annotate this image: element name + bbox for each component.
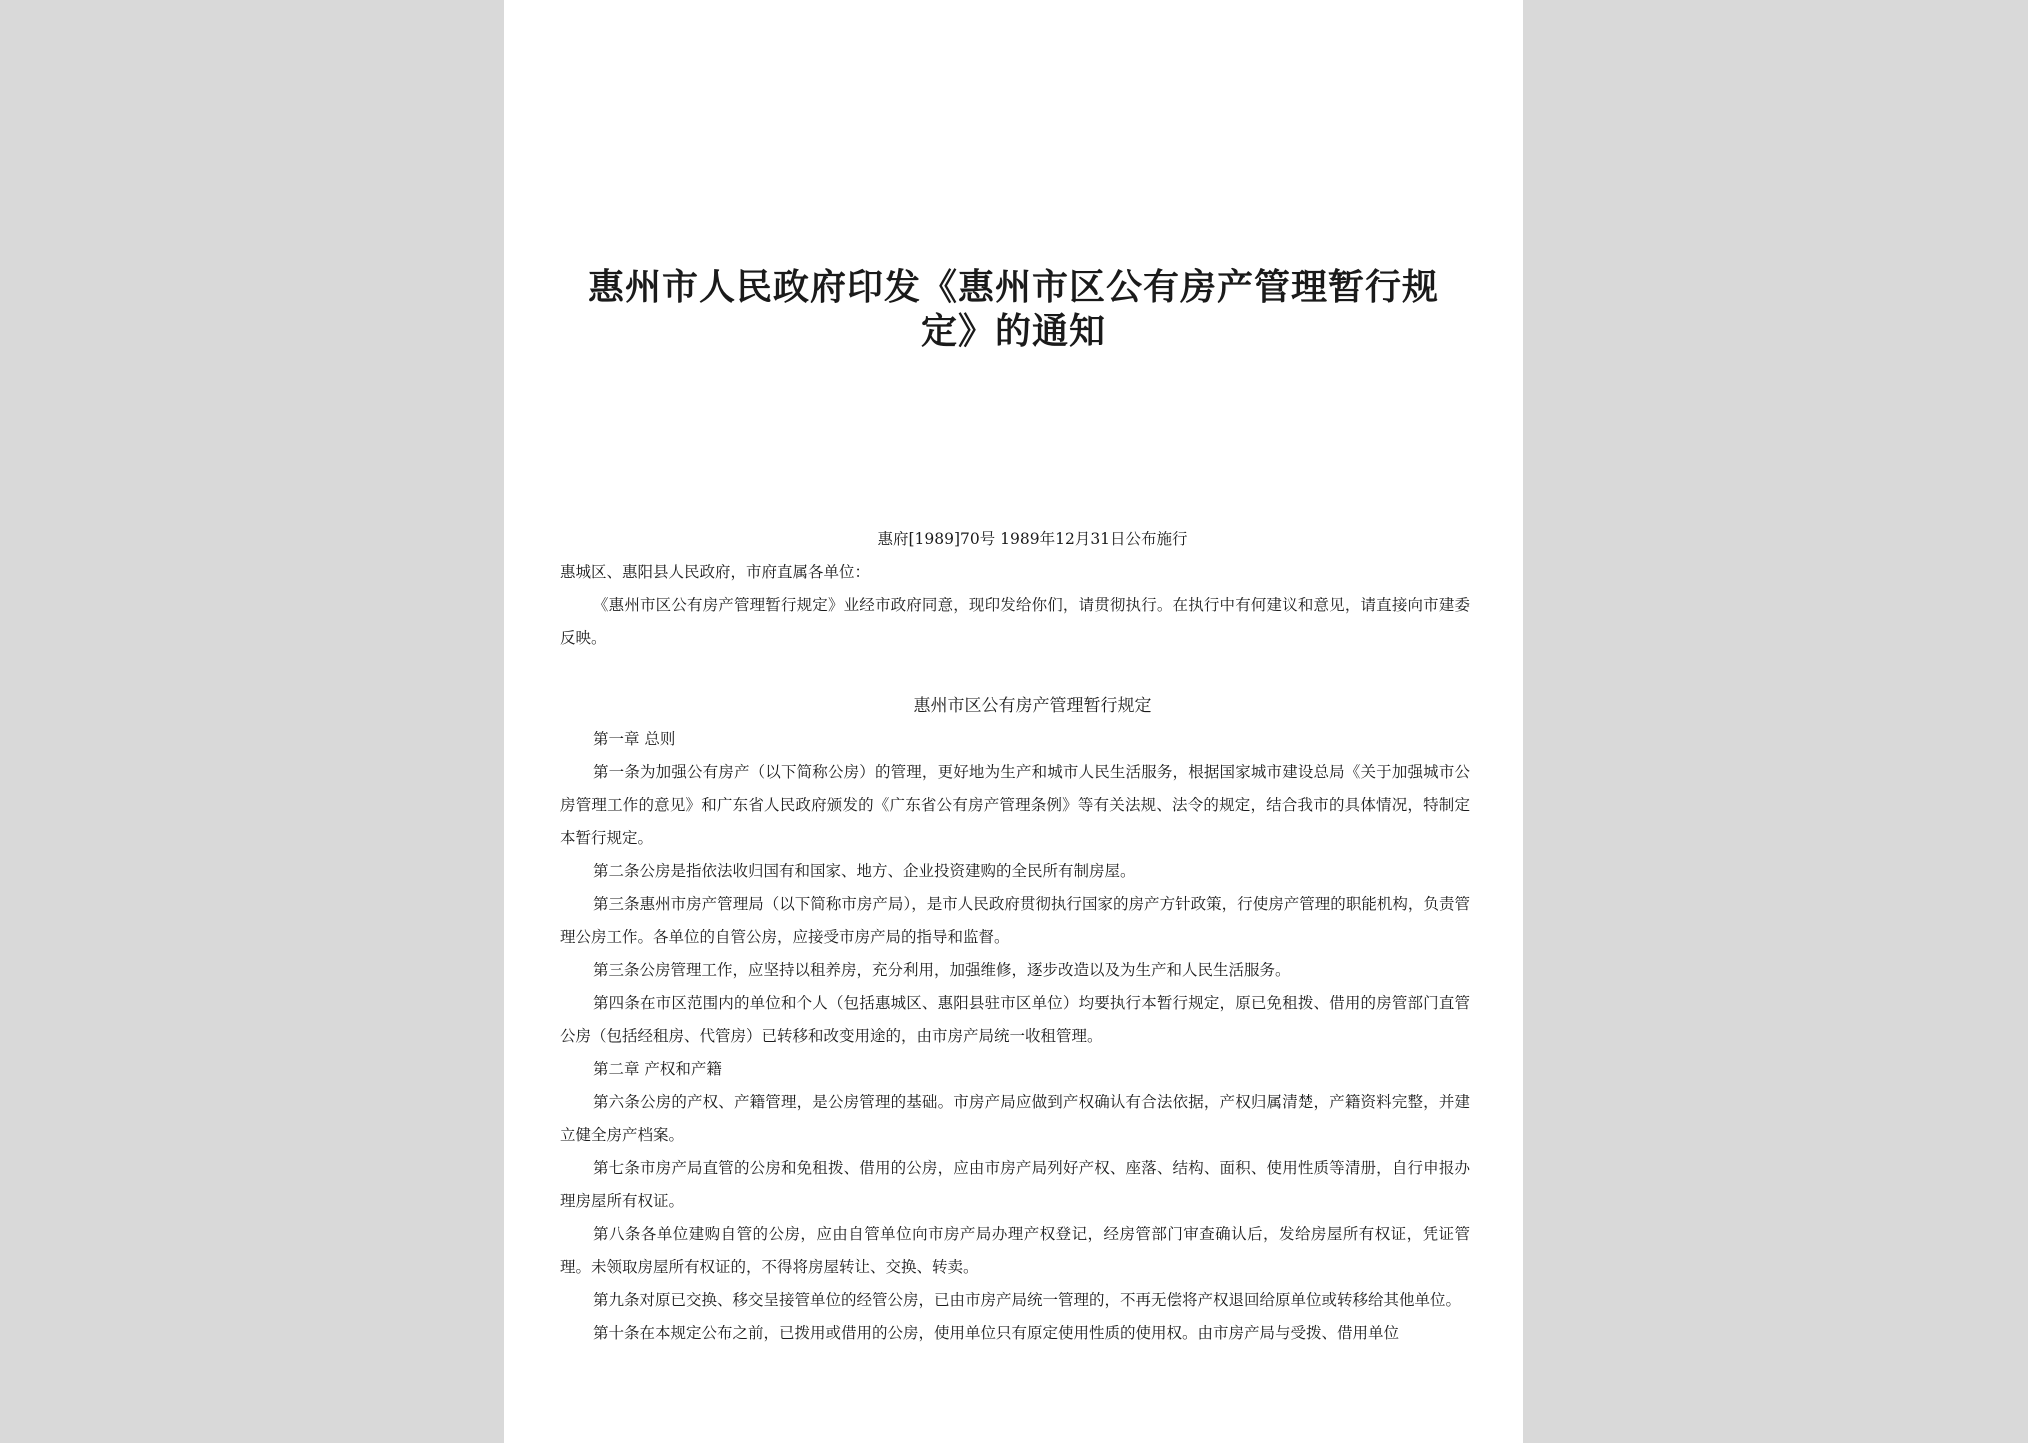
article-paragraph: 第四条在市区范围内的单位和个人（包括惠城区、惠阳县驻市区单位）均要执行本暂行规定，原已免租拨、借用的房管部门直管公房（包括经租房、代管房）已转移和改变用途的，由市房产局统一收租管理。 xyxy=(560,994,1470,1045)
regulation-body xyxy=(560,723,1470,1350)
title-line-2: 定》的通知 xyxy=(920,311,1106,352)
document-title xyxy=(504,266,1523,354)
article-paragraph: 第八条各单位建购自管的公房，应由自管单位向市房产局办理产权登记，经房管部门审查确认后，发给房屋所有权证，凭证管理。未领取房屋所有权证的，不得将房屋转让、交换、转卖。 xyxy=(560,1225,1470,1276)
article-paragraph: 第九条对原已交换、移交呈接管单位的经管公房，已由市房产局统一管理的，不再无偿将产权退回给原单位或转移给其他单位。 xyxy=(593,1291,1462,1309)
addressee: 惠城区、惠阳县人民政府，市府直属各单位： xyxy=(560,563,871,581)
document-page xyxy=(504,0,1523,1443)
chapter-heading: 第一章 总则 xyxy=(593,730,676,748)
article-paragraph: 第十条在本规定公布之前，已拨用或借用的公房，使用单位只有原定使用性质的使用权。由市房产局与受拨、借用单位 xyxy=(593,1324,1400,1342)
article-paragraph: 第二条公房是指依法收归国有和国家、地方、企业投资建购的全民所有制房屋。 xyxy=(593,862,1136,880)
document-number-date: 惠府[1989]70号 1989年12月31日公布施行 xyxy=(877,530,1188,548)
article-paragraph: 第三条惠州市房产管理局（以下简称市房产局），是市人民政府贯彻执行国家的房产方针政策，行使房产管理的职能机构，负责管理公房工作。各单位的自管公房，应接受市房产局的指导和监督。 xyxy=(560,895,1470,946)
article-paragraph: 第七条市房产局直管的公房和免租拨、借用的公房，应由市房产局列好产权、座落、结构、面积、使用性质等清册，自行申报办理房屋所有权证。 xyxy=(560,1159,1470,1210)
intro-paragraph: 《惠州市区公有房产管理暂行规定》业经市政府同意，现印发给你们，请贯彻执行。在执行中有何建议和意见，请直接向市建委反映。 xyxy=(560,596,1470,647)
article-paragraph: 第三条公房管理工作，应坚持以租养房，充分利用，加强维修，逐步改造以及为生产和人民生活服务。 xyxy=(593,961,1291,979)
article-paragraph: 第一条为加强公有房产（以下简称公房）的管理，更好地为生产和城市人民生活服务，根据国家城市建设总局《关于加强城市公房管理工作的意见》和广东省人民政府颁发的《广东省公有房产管理条例》等有关法规、法令的规定，结合我市的具体情况，特制定本暂行规定。 xyxy=(560,763,1470,847)
regulation-title: 惠州市区公有房产管理暂行规定 xyxy=(913,696,1152,716)
chapter-heading: 第二章 产权和产籍 xyxy=(593,1060,722,1078)
article-paragraph: 第六条公房的产权、产籍管理，是公房管理的基础。市房产局应做到产权确认有合法依据，产权归属清楚，产籍资料完整，并建立健全房产档案。 xyxy=(560,1093,1470,1144)
title-line-1: 惠州市人民政府印发《惠州市区公有房产管理暂行规 xyxy=(587,267,1439,308)
